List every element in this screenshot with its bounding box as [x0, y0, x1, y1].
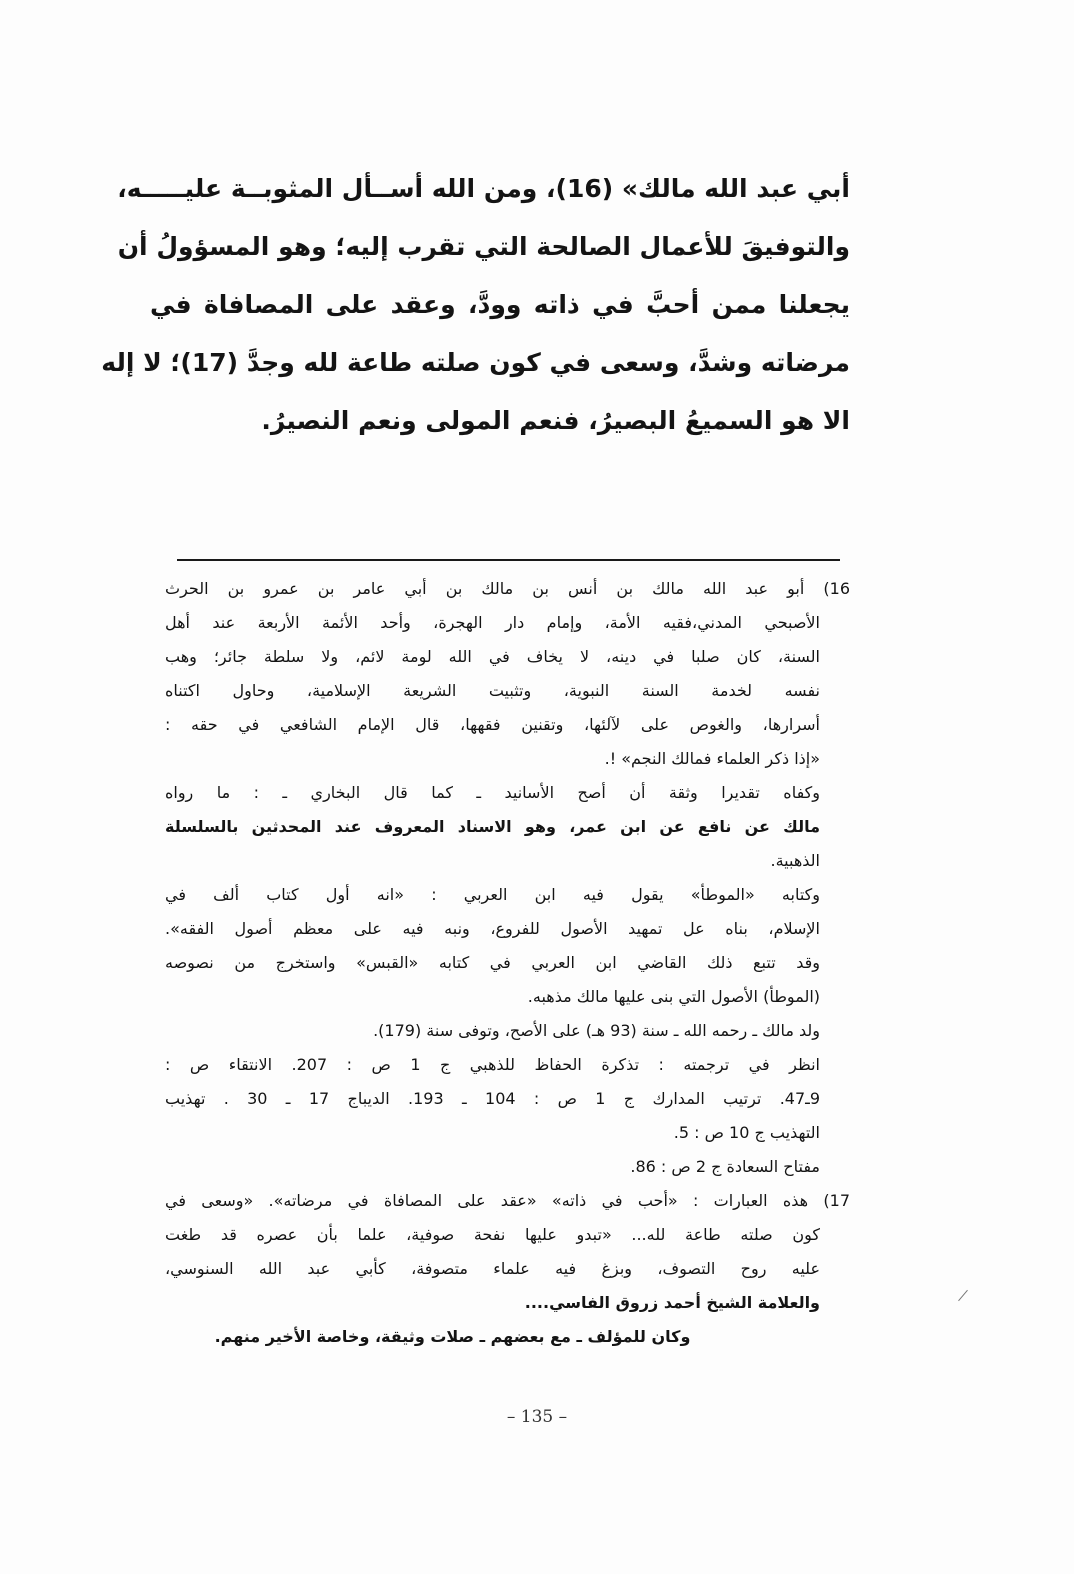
footnote-line: السنة، كان صلبا في دينه، لا يخاف في الله لومة لائم، ولا سلطة جائر؛ وهب: [165, 647, 820, 666]
footnotes-block: [165, 572, 850, 1354]
footnote-line: «إذا ذكر العلماء فمالك النجم» !.: [604, 749, 820, 768]
page-number: – 135 –: [506, 1407, 568, 1427]
footnote-line: كون صلته طاعة لله... «تبدو عليها نفحة صوفية، علما بأن عصره قد طغت: [165, 1225, 820, 1244]
footnote-line: ولد مالك ـ رحمه الله ـ سنة (93 هـ) على الأصح، وتوفى سنة (179).: [373, 1021, 820, 1040]
footnote-line: أسرارها، والغوص على لآلئها، وتقنين فقهها، قال الإمام الشافعي في حقه :: [165, 715, 820, 734]
footnote-line: انظر في ترجمته : تذكرة الحفاظ للذهبي ج 1 ص : 207. الانتقاء ص :: [165, 1055, 820, 1074]
main-line: يجعلنا ممن أحبَّ في ذاته وودَّ، وعقد على المصافاة في: [150, 290, 850, 319]
footnote-divider: [177, 559, 840, 561]
footnote-line: الذهبية.: [770, 851, 820, 870]
footnote-line: وكتابه «الموطأ» يقول فيه ابن العربي : «انه أول كتاب ألف في: [165, 885, 820, 904]
footnote-line: مفتاح السعادة ج 2 ص : 86.: [630, 1157, 820, 1176]
main-line: أبي عبد الله مالك» (16)، ومن الله أســأل المثوبــة عليـــــه،: [117, 174, 850, 203]
footnote-line: مالك عن نافع عن ابن عمر، وهو الاسناد المعروف عند المحدثين بالسلسلة: [165, 817, 820, 836]
footnote-line: الأصبحي المدني،فقيه الأمة، وإمام دار الهجرة، وأحد الأئمة الأربعة عند أهل: [165, 613, 820, 632]
main-line: الا هو السميعُ البصيرُ، فنعم المولى ونعم النصيرُ.: [261, 406, 850, 435]
footnote-line: 17) هذه العبارات : «أحب في ذاته» «عقد على المصافاة في مرضاته». «وسعى في: [165, 1191, 850, 1210]
footnote-line: 16) أبو عبد الله مالك بن أنس بن مالك بن أبي عامر بن عمرو بن الحرث: [165, 579, 850, 598]
footnote-line: (الموطأ) الأصول التي بنى عليها مالك مذهبه.: [527, 987, 820, 1006]
main-line: مرضاته وشدَّ، وسعى في كون صلته طاعة لله وجدَّ (17)؛ لا إله: [101, 348, 850, 377]
footnote-line: 9ـ47. ترتيب المدارك ج 1 ص : 104 ـ 193. الديباج 17 ـ 30 . تهذيب: [165, 1089, 821, 1108]
footnote-line: وكان للمؤلف ـ مع بعضهم ـ صلات وثيقة، وخاصة الأخير منهم.: [214, 1327, 691, 1346]
footnote-line: وكفاه تقديرا وثقة أن أصح الأسانيد ـ كما قال البخاري ـ : ما رواه: [165, 783, 820, 802]
main-text-block: [101, 160, 850, 450]
footnote-line: وقد تتبع ذلك القاضي ابن العربي في كتابه «القبس» واستخرج من نصوصه: [165, 953, 820, 972]
footnote-line: نفسه لخدمة السنة النبوية، وتثبيت الشريعة الإسلامية، وحاول اكتناه: [165, 681, 820, 700]
main-line: والتوفيقَ للأعمال الصالحة التي تقرب إليه؛ وهو المسؤولُ أن: [117, 232, 850, 261]
footnote-line: والعلامة الشيخ أحمد زروق الفاسي....: [524, 1293, 820, 1312]
scan-mark: [958, 1290, 968, 1301]
footnote-line: الإسلام، بناه عل تمهيد الأصول للفروع، ونبه فيه على معظم أصول الفقه».: [165, 919, 820, 938]
footnote-line: التهذيب ج 10 ص : 5.: [673, 1123, 820, 1142]
footnote-line: عليه روح التصوف، وبزغ فيه علماء متصوفة، كأبي عبد الله السنوسي،: [165, 1259, 820, 1278]
